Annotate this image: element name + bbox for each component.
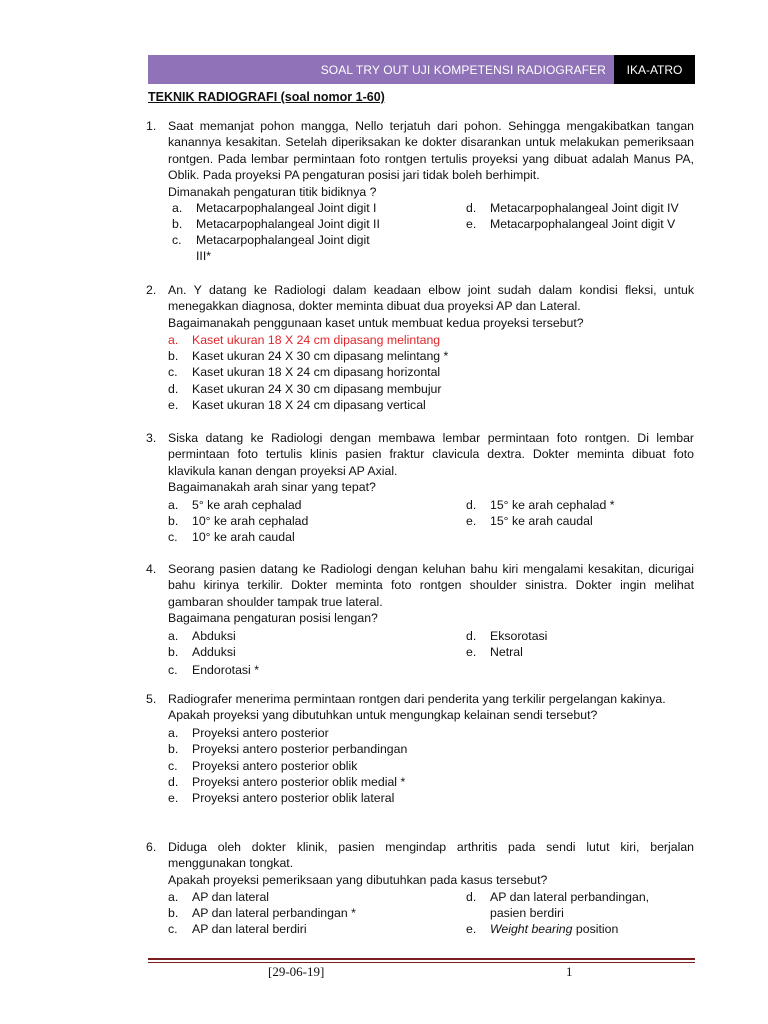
option-c: c. Endorotasi *: [168, 662, 259, 677]
question-number: 1.: [146, 119, 157, 133]
option-d: d. AP dan lateral perbandingan,: [466, 890, 650, 905]
option-c: c. Proyeksi antero posterior oblik: [168, 758, 358, 773]
option-e: e. Metacarpophalangeal Joint digit V: [466, 217, 676, 232]
options: [168, 888, 694, 938]
option-d: d. Eksorotasi: [466, 628, 548, 643]
option-a: a. Kaset ukuran 18 X 24 cm dipasang melintang: [168, 333, 441, 348]
options: [168, 331, 694, 413]
question-number: 4.: [146, 562, 157, 576]
header-org: IKA-ATRO: [614, 55, 695, 84]
options: [168, 496, 694, 546]
question-text: [168, 691, 694, 724]
section-title: TEKNIK RADIOGRAFI (soal nomor 1-60): [148, 90, 385, 104]
option-c: c. AP dan lateral berdiri: [168, 922, 307, 937]
question-paragraph: Diduga oleh dokter klinik, pasien mengindap arthritis pada sendi lutut kiri, berjalan menggunakan tongkat.: [168, 840, 694, 871]
option-c: c. Kaset ukuran 18 X 24 cm dipasang horizontal: [168, 365, 441, 380]
option-a: a. Metacarpophalangeal Joint digit I: [172, 201, 377, 216]
option-a: a. AP dan lateral: [168, 890, 270, 905]
question-number: 3.: [146, 431, 157, 445]
option-d: d. Metacarpophalangeal Joint digit IV: [466, 201, 679, 216]
question-3: [146, 430, 694, 546]
question-number: 2.: [146, 283, 157, 297]
option-e: e. Netral: [466, 644, 523, 659]
question-text: [168, 118, 694, 200]
question-2: [146, 282, 694, 413]
option-a: a. 5° ke arah cephalad: [168, 497, 302, 512]
option-d: d. 15° ke arah cephalad *: [466, 497, 615, 512]
question-prompt: Bagaimana pengaturan posisi lengan?: [168, 611, 378, 626]
question-prompt: Bagaimanakah penggunaan kaset untuk membuat kedua proyeksi tersebut?: [168, 315, 584, 330]
question-text: [168, 839, 694, 888]
option-b: b. Proyeksi antero posterior perbandingan: [168, 741, 408, 756]
question-text: [168, 430, 694, 496]
page-number: 1: [566, 964, 573, 979]
option-c: c. 10° ke arah caudal: [168, 529, 295, 544]
option-a: a. Abduksi: [168, 628, 236, 643]
question-4: [146, 561, 694, 677]
options: [168, 200, 694, 268]
option-e: e. Kaset ukuran 18 X 24 cm dipasang vertical: [168, 398, 426, 413]
question-prompt: Bagaimanakah arah sinar yang tepat?: [168, 480, 376, 495]
option-b: b. AP dan lateral perbandingan *: [168, 906, 356, 921]
option-c-cont: III*: [196, 249, 212, 264]
question-prompt: Apakah proyeksi yang dibutuhkan untuk mengungkap kelainan sendi tersebut?: [168, 708, 598, 723]
question-1: [146, 118, 694, 268]
question-paragraph: Seorang pasien datang ke Radiologi dengan keluhan bahu kiri mengalami kesakitan, dicurigai bahu kirinya terkilir. Dokter meminta foto rontgen shoulder sinistra. Dokter ingin melihat gambaran shoulder tampak true lateral.: [168, 562, 694, 609]
options: [168, 724, 694, 806]
question-text: [168, 282, 694, 331]
option-b: b. Adduksi: [168, 644, 236, 659]
option-b: b. Metacarpophalangeal Joint digit II: [172, 217, 380, 232]
question-prompt: Apakah proyeksi pemeriksaan yang dibutuhkan pada kasus tersebut?: [168, 872, 548, 887]
header-title: SOAL TRY OUT UJI KOMPETENSI RADIOGRAFER: [148, 55, 614, 84]
footer-date: [29-06-19]: [268, 964, 325, 979]
option-e: e. 15° ke arah caudal: [466, 513, 593, 528]
option-d-cont: pasien berdiri: [490, 906, 564, 921]
question-6: [146, 839, 694, 938]
question-prompt: Dimanakah pengaturan titik bidiknya ?: [168, 184, 377, 199]
question-5: [146, 691, 694, 806]
option-c: c. Metacarpophalangeal Joint digit: [172, 233, 370, 248]
question-paragraph: Radiografer menerima permintaan rontgen dari penderita yang terkilir pergelangan kakinya.: [168, 692, 666, 706]
options: [168, 627, 694, 677]
question-number: 5.: [146, 692, 157, 706]
option-b: b. 10° ke arah cephalad: [168, 513, 309, 528]
question-text: [168, 561, 694, 627]
page-header: [148, 55, 695, 84]
question-paragraph: Saat memanjat pohon mangga, Nello terjatuh dari pohon. Sehingga mengakibatkan tangan kanannya kesakitan. Setelah diperiksakan ke dokter disarankan untuk melakukan pemeriksaan rontgen. Pada lembar permintaan foto rontgen tertulis proyeksi yang dibuat adalah Manus PA, Oblik. Pada proyeksi PA pengaturan posisi jari tidak boleh berhimpit.: [168, 119, 694, 183]
question-number: 6.: [146, 840, 157, 854]
option-a: a. Proyeksi antero posterior: [168, 725, 329, 740]
footer-rule-thin: [148, 962, 695, 963]
question-paragraph: Siska datang ke Radiologi dengan membawa lembar permintaan foto rontgen. Di lembar permintaan foto tertulis klinis pasien fraktur clavicula dextra. Dokter meminta dibuat foto klavikula kanan dengan proyeksi AP Axial.: [168, 431, 694, 478]
option-b: b. Kaset ukuran 24 X 30 cm dipasang melintang *: [168, 349, 449, 364]
option-d: d. Kaset ukuran 24 X 30 cm dipasang membujur: [168, 382, 442, 397]
option-e: e. Proyeksi antero posterior oblik lateral: [168, 790, 395, 805]
option-e: e. Weight bearing position: [466, 922, 619, 937]
footer-rule: [148, 958, 695, 960]
question-paragraph: An. Y datang ke Radiologi dalam keadaan elbow joint sudah dalam kondisi fleksi, untuk menegakkan diagnosa, dokter meminta dibuat dua proyeksi AP dan Lateral.: [168, 283, 694, 314]
option-d: d. Proyeksi antero posterior oblik medial *: [168, 774, 406, 789]
